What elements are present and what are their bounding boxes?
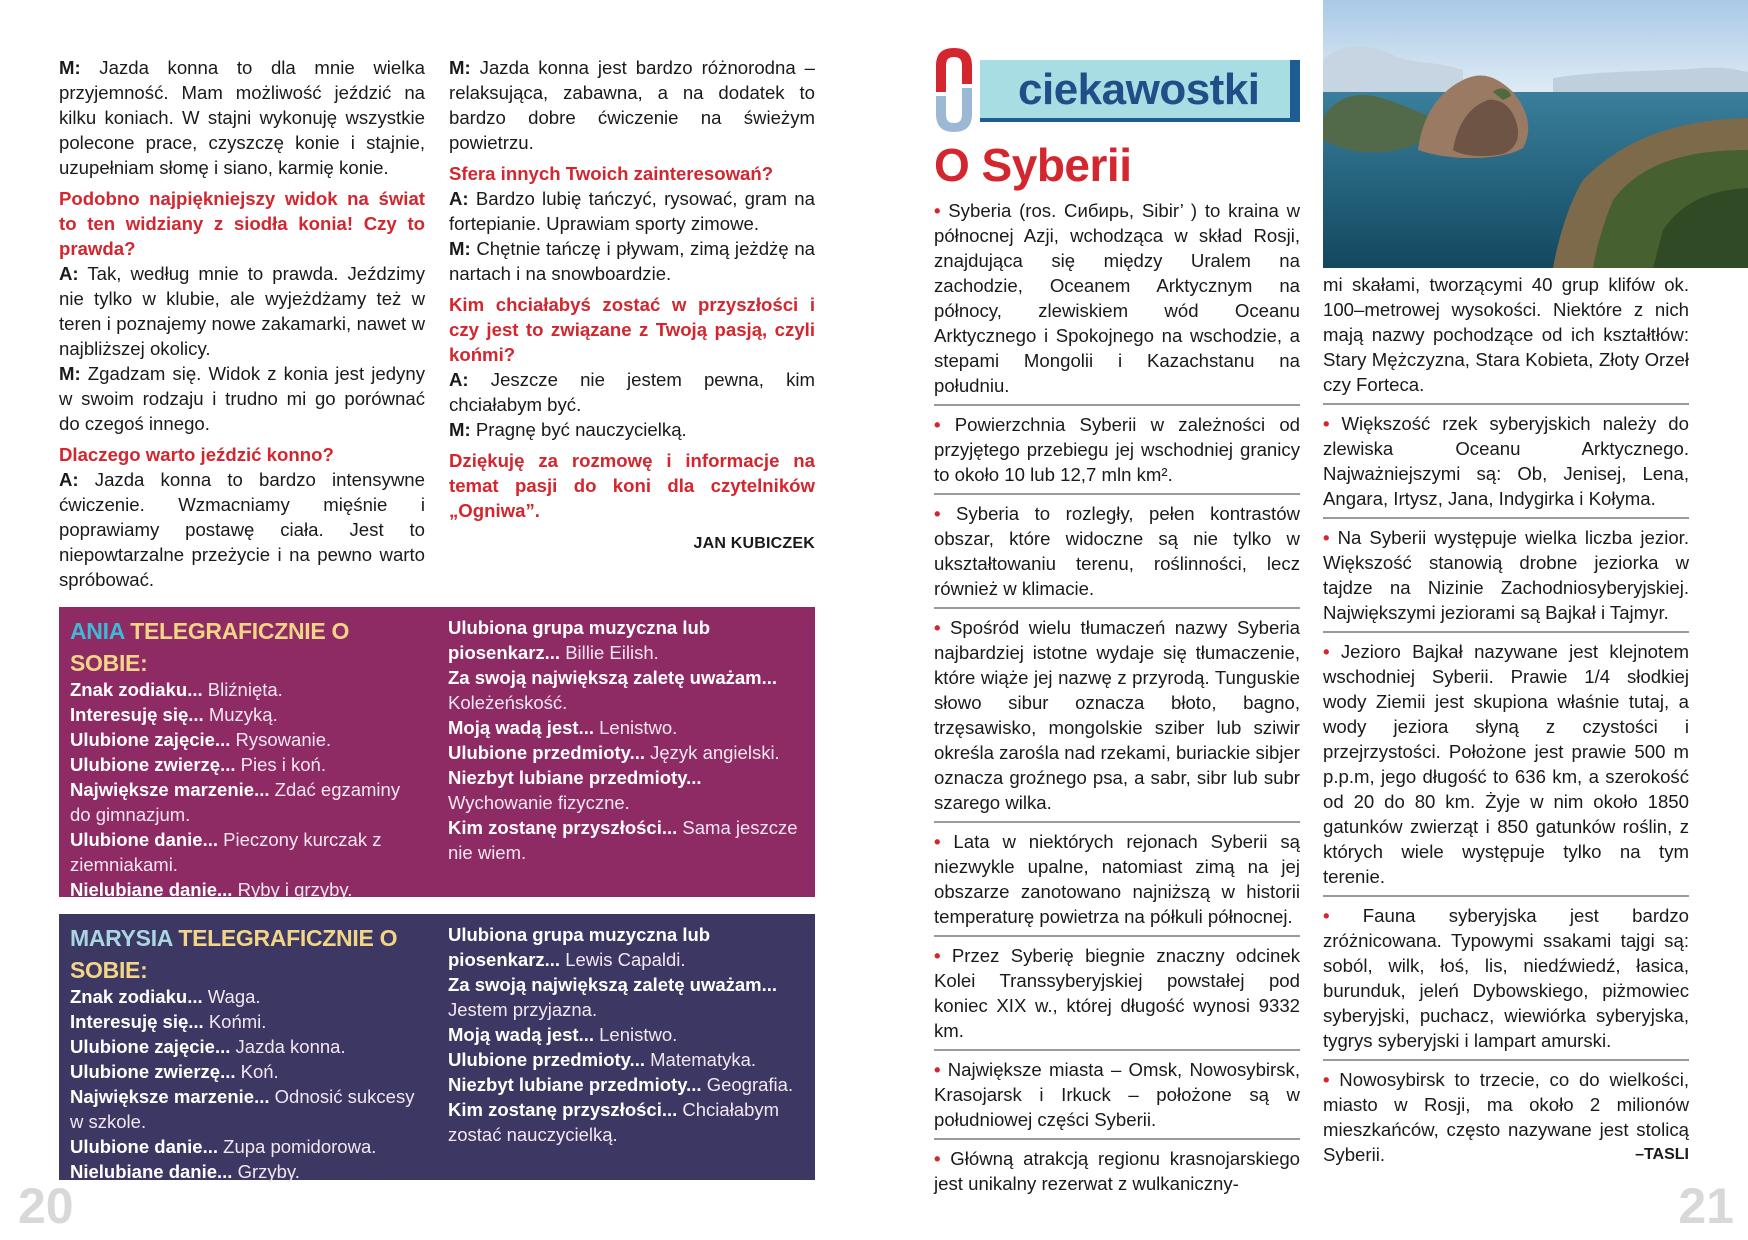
fact-text: Na Syberii występuje wielka liczba jezior. Większość stanowią drobne jeziorka w tajdze na Nizinie Zachodniosyberyjskiej. Największymi jeziorami są Bajkał i Tajmyr. <box>1323 527 1689 623</box>
page-number-left: 20 <box>18 1178 74 1234</box>
paragraph-text: Pragnę być nauczycielką. <box>470 419 687 440</box>
landscape-image <box>1323 0 1748 268</box>
info-value: Sama jeszcze nie wiem. <box>448 817 798 863</box>
fact-item <box>934 943 1300 1051</box>
info-value: Billie Eilish. <box>560 642 659 663</box>
bullet-icon: • <box>1323 527 1330 548</box>
info-row <box>448 922 804 972</box>
box-heading-text: TELEGRAFICZNIE O SOBIE: <box>70 925 398 983</box>
marysia-box-heading <box>70 922 420 986</box>
info-value: Grzyby. <box>232 1161 300 1182</box>
info-label: Kim zostanę przyszłości... <box>448 817 678 838</box>
fact-text: Przez Syberię biegnie znaczny odcinek Kolei Transsyberyjskiej powstałej pod koniec XIX w., której długość wynosi 9332 km. <box>934 945 1300 1041</box>
fact-item <box>1323 411 1689 519</box>
info-label: Znak zodiaku... <box>70 986 203 1007</box>
info-row <box>70 777 420 827</box>
bullet-icon: • <box>934 831 941 852</box>
fact-item <box>934 1057 1300 1140</box>
lake-baikal-photo <box>1323 0 1748 268</box>
info-value: Jazda konna. <box>230 1036 346 1057</box>
facts-column-2 <box>1323 272 1689 1179</box>
fact-item <box>1323 903 1689 1061</box>
ania-box-heading <box>70 615 420 679</box>
paragraph <box>449 55 815 155</box>
info-row <box>70 984 420 1009</box>
info-row <box>448 740 804 765</box>
fact-text: Spośród wielu tłumaczeń nazwy Syberia najbardziej istotne wydaje się tłumaczenie, które wiąże jej nazwę z przyrodą. Tunguskie słowo sibur oznacza błoto, bagno, trzęsawisko, mongolskie sziber lub sziwir określa zarośla nad rzekami, buriackie sibjer oznacza groźnego psa, a sabr, sibr lub subr szarego wilka. <box>934 617 1300 813</box>
info-label: Ulubiona grupa muzyczna lub piosenkarz... <box>448 617 711 663</box>
fact-text: mi skałami, tworzącymi 40 grup klifów ok. 100–metrowej wysokości. Niektóre z nich mają nazwy pochodzące od ich kształtłów: Stary Mężczyzna, Stara Kobieta, Złoty Orzeł czy Forteca. <box>1323 274 1689 395</box>
speaker: A: <box>59 263 79 284</box>
marysia-rows-2 <box>448 922 804 1147</box>
section-label: ciekawostki <box>1018 65 1260 114</box>
speaker: M: <box>449 238 471 259</box>
marysia-info-column-1 <box>70 922 420 1184</box>
info-label: Niezbyt lubiane przedmioty... <box>448 1074 702 1095</box>
interview-column-2 <box>449 55 815 556</box>
ania-rows-2 <box>448 615 804 865</box>
fact-text: Fauna syberyjska jest bardzo zróżnicowana. Typowymi ssakami tajgi są: soból, wilk, łoś, lis, niedźwiedź, łasica, burunduk, jeleń Dybowskiego, piżmowiec syberyjski, puchacz, wiewiórka syberyjska, tygrys syberyjski i lampart amurski. <box>1323 905 1689 1051</box>
facts-column-1 <box>934 198 1300 1208</box>
info-value: Zdać egzaminy do gimnazjum. <box>70 779 401 825</box>
ania-info-column-2 <box>448 615 804 865</box>
info-value: Koleżeńskość. <box>448 692 568 713</box>
fact-item <box>934 615 1300 823</box>
info-label: Za swoją największą zaletę uważam... <box>448 667 778 688</box>
info-value: Wychowanie fizyczne. <box>448 792 630 813</box>
info-label: Ulubiona grupa muzyczna lub piosenkarz... <box>448 924 711 970</box>
info-value: Koń. <box>235 1061 279 1082</box>
paragraph <box>59 261 425 361</box>
fact-text: Syberia (ros. Сибирь, Sibir’ ) to kraina w północnej Azji, wchodząca w skład Rosji, znajdująca się między Uralem na zachodzie, Oceanem Arktycznym na północy, zlewiskiem wód Oceanu Arktycznego i Spokojnego na wschodzie, a stepami Mongolii i Kazachstanu na południu. <box>934 200 1300 396</box>
info-label: Nielubiane danie... <box>70 879 233 900</box>
speaker: A: <box>449 369 469 390</box>
fact-item <box>934 412 1300 495</box>
fact-item <box>1323 1067 1689 1173</box>
info-label: Ulubione zwierzę... <box>70 754 236 775</box>
info-row <box>70 677 420 702</box>
bullet-icon: • <box>934 414 941 435</box>
paragraph <box>59 361 425 436</box>
info-value: Język angielski. <box>645 742 780 763</box>
paragraph-text: Zgadzam się. Widok z konia jest jedyny w swoim rodzaju i trudno mi go porównać do czegoś innego. <box>59 363 425 434</box>
paragraph-text: Jazda konna jest bardzo różnorodna – relaksująca, zabawna, a na dodatek to bardzo dobre ćwiczenie na świeżym powietrzu. <box>449 57 815 153</box>
paragraph <box>449 236 815 286</box>
info-value: Lenistwo. <box>594 717 678 738</box>
info-value: Odnosić sukcesy w szkole. <box>70 1086 415 1132</box>
speaker: M: <box>449 57 471 78</box>
question: Sfera innych Twoich zainteresowań? <box>449 163 774 184</box>
info-value: Lenistwo. <box>594 1024 678 1045</box>
speaker: M: <box>59 363 81 384</box>
fact-text: Główną atrakcją regionu krasnojarskiego jest unikalny rezerwat z wulkaniczny- <box>934 1148 1300 1194</box>
paragraph <box>449 367 815 417</box>
fact-text: Nowosybirsk to trzecie, co do wielkości, miasto w Rosji, ma około 2 milionów mieszkańców, często nazywane jest stolicą Syberii. <box>1323 1069 1689 1165</box>
info-label: Nielubiane danie... <box>70 1161 233 1182</box>
fact-item <box>1323 639 1689 897</box>
paragraph <box>59 55 425 180</box>
info-value: Geografia. <box>701 1074 794 1095</box>
info-label: Moją wadą jest... <box>448 717 594 738</box>
marysia-info-column-2 <box>448 922 804 1147</box>
question: Dlaczego warto jeździć konno? <box>59 444 334 465</box>
author-signature: –TASLI <box>1635 1146 1689 1163</box>
info-label: Interesuję się... <box>70 1011 204 1032</box>
bullet-icon: • <box>934 1059 941 1080</box>
info-label: Ulubione danie... <box>70 1136 219 1157</box>
bullet-icon: • <box>934 200 941 221</box>
bullet-icon: • <box>934 617 941 638</box>
fact-text: Powierzchnia Syberii w zależności od przyjętego przebiegu jej wschodniej granicy to około 10 lub 12,7 mln km². <box>934 414 1300 485</box>
marysia-rows-1 <box>70 984 420 1184</box>
info-row <box>70 752 420 777</box>
info-row <box>448 665 804 715</box>
bullet-icon: • <box>934 1148 941 1169</box>
article-title: O Syberii <box>934 139 1132 191</box>
bullet-icon: • <box>1323 905 1330 926</box>
speaker: M: <box>59 57 81 78</box>
ania-rows-1 <box>70 677 420 902</box>
speaker: M: <box>449 419 471 440</box>
info-value: Jestem przyjazna. <box>448 999 598 1020</box>
bullet-icon: • <box>934 503 941 524</box>
info-value: Chciałabym zostać nauczycielką. <box>448 1099 780 1145</box>
marysia-info-box <box>59 914 815 1180</box>
info-label: Ulubione zajęcie... <box>70 1036 231 1057</box>
info-row <box>70 877 420 902</box>
ciekawostki-logo-icon <box>932 44 976 136</box>
info-label: Ulubione przedmioty... <box>448 742 645 763</box>
fact-text: Lata w niektórych rejonach Syberii są niezwykle upalne, natomiast zimą na jej obszarze zanotowano najniższą w historii temperaturę powietrza na półkuli północnej. <box>934 831 1300 927</box>
bullet-icon: • <box>1323 413 1330 434</box>
info-label: Za swoją największą zaletę uważam... <box>448 974 778 995</box>
info-row <box>70 1084 420 1134</box>
info-row <box>448 972 804 1022</box>
ania-info-box <box>59 607 815 900</box>
info-value: Waga. <box>202 986 261 1007</box>
info-row <box>448 1022 804 1047</box>
info-row <box>70 1134 420 1159</box>
info-row <box>70 1059 420 1084</box>
interview-column-1 <box>59 55 425 592</box>
info-label: Znak zodiaku... <box>70 679 203 700</box>
info-row <box>70 702 420 727</box>
fact-item <box>1323 525 1689 633</box>
question: Kim chciałabyś zostać w przyszłości i czy jest to związane z Twoją pasją, czyli końmi? <box>449 294 815 365</box>
info-label: Interesuję się... <box>70 704 204 725</box>
info-row <box>448 765 804 815</box>
fact-text: Większość rzek syberyjskich należy do zlewiska Oceanu Arktycznego. Najważniejszymi są: Ob, Jenisej, Lena, Angara, Irtysz, Jana, Indygirka i Kołyma. <box>1323 413 1689 509</box>
ania-info-column-1 <box>70 615 420 902</box>
info-value: Rysowanie. <box>230 729 332 750</box>
info-label: Ulubione zajęcie... <box>70 729 231 750</box>
info-value: Zupa pomidorowa. <box>218 1136 377 1157</box>
fact-text: Największe miasta – Omsk, Nowosybirsk, Krasojarsk i Irkuck – położone są w południowej części Syberii. <box>934 1059 1300 1130</box>
info-row <box>70 827 420 877</box>
paragraph <box>449 417 815 442</box>
paragraph <box>449 186 815 236</box>
info-row <box>70 1034 420 1059</box>
paragraph-text: Bardzo lubię tańczyć, rysować, gram na fortepianie. Uprawiam sporty zimowe. <box>449 188 815 234</box>
page-number-right: 21 <box>1678 1178 1734 1234</box>
info-label: Największe marzenie... <box>70 1086 270 1107</box>
fact-item <box>1323 272 1689 405</box>
info-value: Matematyka. <box>645 1049 757 1070</box>
info-value: Muzyką. <box>203 704 278 725</box>
bullet-icon: • <box>1323 641 1330 662</box>
author-signature: JAN KUBICZEK <box>693 535 815 552</box>
info-label: Największe marzenie... <box>70 779 270 800</box>
info-value: Pies i koń. <box>235 754 326 775</box>
info-row <box>448 615 804 665</box>
info-label: Kim zostanę przyszłości... <box>448 1099 678 1120</box>
info-row <box>448 1097 804 1147</box>
paragraph-text: Jazda konna to dla mnie wielka przyjemność. Mam możliwość jeździć na kilku koniach. W stajni wykonuję wszystkie polecone prace, czyszczę konie i stajnie, uzupełniam słomę i siano, karmię konie. <box>59 57 425 178</box>
box-heading-text: TELEGRAFICZNIE O SOBIE: <box>70 618 350 676</box>
speaker: A: <box>59 469 79 490</box>
info-value: Ryby i grzyby. <box>232 879 353 900</box>
fact-text: Jezioro Bajkał nazywane jest klejnotem wschodniej Syberii. Prawie 1/4 słodkiej wody Ziemii jest skupiona właśnie tutaj, a wody jeziora słyną z czystości i przejrzystości. Położone jest prawie 500 m p.p.m, jego długość to 636 km, a szerokość od 20 do 80 km. Żyje w nim około 1850 gatunków zwierząt i 850 gatunków roślin, z których wiele występuje tylko na tym terenie. <box>1323 641 1689 887</box>
info-row <box>70 1009 420 1034</box>
info-row <box>70 727 420 752</box>
info-label: Ulubione zwierzę... <box>70 1061 236 1082</box>
info-label: Ulubione przedmioty... <box>448 1049 645 1070</box>
fact-item <box>934 501 1300 609</box>
section-banner <box>980 60 1300 122</box>
fact-item <box>934 198 1300 406</box>
fact-text: Syberia to rozległy, pełen kontrastów obszar, które widoczne są nie tylko w ukształtowaniu terenu, roślinności, lecz również w klimacie. <box>934 503 1300 599</box>
question: Podobno najpiękniejszy widok na świat to ten widziany z siodła konia! Czy to prawda? <box>59 188 425 259</box>
paragraph-text: Tak, według mnie to prawda. Jeździmy nie tylko w klubie, ale wyjeżdżamy też w teren i poznajemy nowe zakamarki, nawet w najbliższej okolicy. <box>59 263 425 359</box>
speaker: A: <box>449 188 469 209</box>
info-label: Ulubione danie... <box>70 829 219 850</box>
info-value: Bliźnięta. <box>202 679 283 700</box>
info-row <box>448 1072 804 1097</box>
info-row <box>448 715 804 740</box>
paragraph-text: Jazda konna to bardzo intensywne ćwiczenie. Wzmacniamy mięśnie i poprawiamy postawę ciała. Jest to niepowtarzalne przeżycie i na pewno warto spróbować. <box>59 469 425 590</box>
paragraph-text: Chętnie tańczę i pływam, zimą jeżdżę na nartach i na snowboardzie. <box>449 238 815 284</box>
info-value: Lewis Capaldi. <box>560 949 686 970</box>
bullet-icon: • <box>1323 1069 1330 1090</box>
paragraph-text: Jeszcze nie jestem pewna, kim chciałabym być. <box>449 369 815 415</box>
fact-item <box>934 1146 1300 1202</box>
info-value: Końmi. <box>203 1011 267 1032</box>
bullet-icon: • <box>934 945 941 966</box>
paragraph <box>59 467 425 592</box>
info-label: Moją wadą jest... <box>448 1024 594 1045</box>
info-row <box>448 815 804 865</box>
info-row <box>70 1159 420 1184</box>
box-name: MARYSIA <box>70 925 173 951</box>
box-name: ANIA <box>70 618 125 644</box>
info-value: Pieczony kurczak z ziemniakami. <box>70 829 382 875</box>
question: Dziękuję za rozmowę i informacje na temat pasji do koni dla czytelników „Ogniwa”. <box>449 450 815 521</box>
info-label: Niezbyt lubiane przedmioty... <box>448 767 702 788</box>
info-row <box>448 1047 804 1072</box>
fact-item <box>934 829 1300 937</box>
